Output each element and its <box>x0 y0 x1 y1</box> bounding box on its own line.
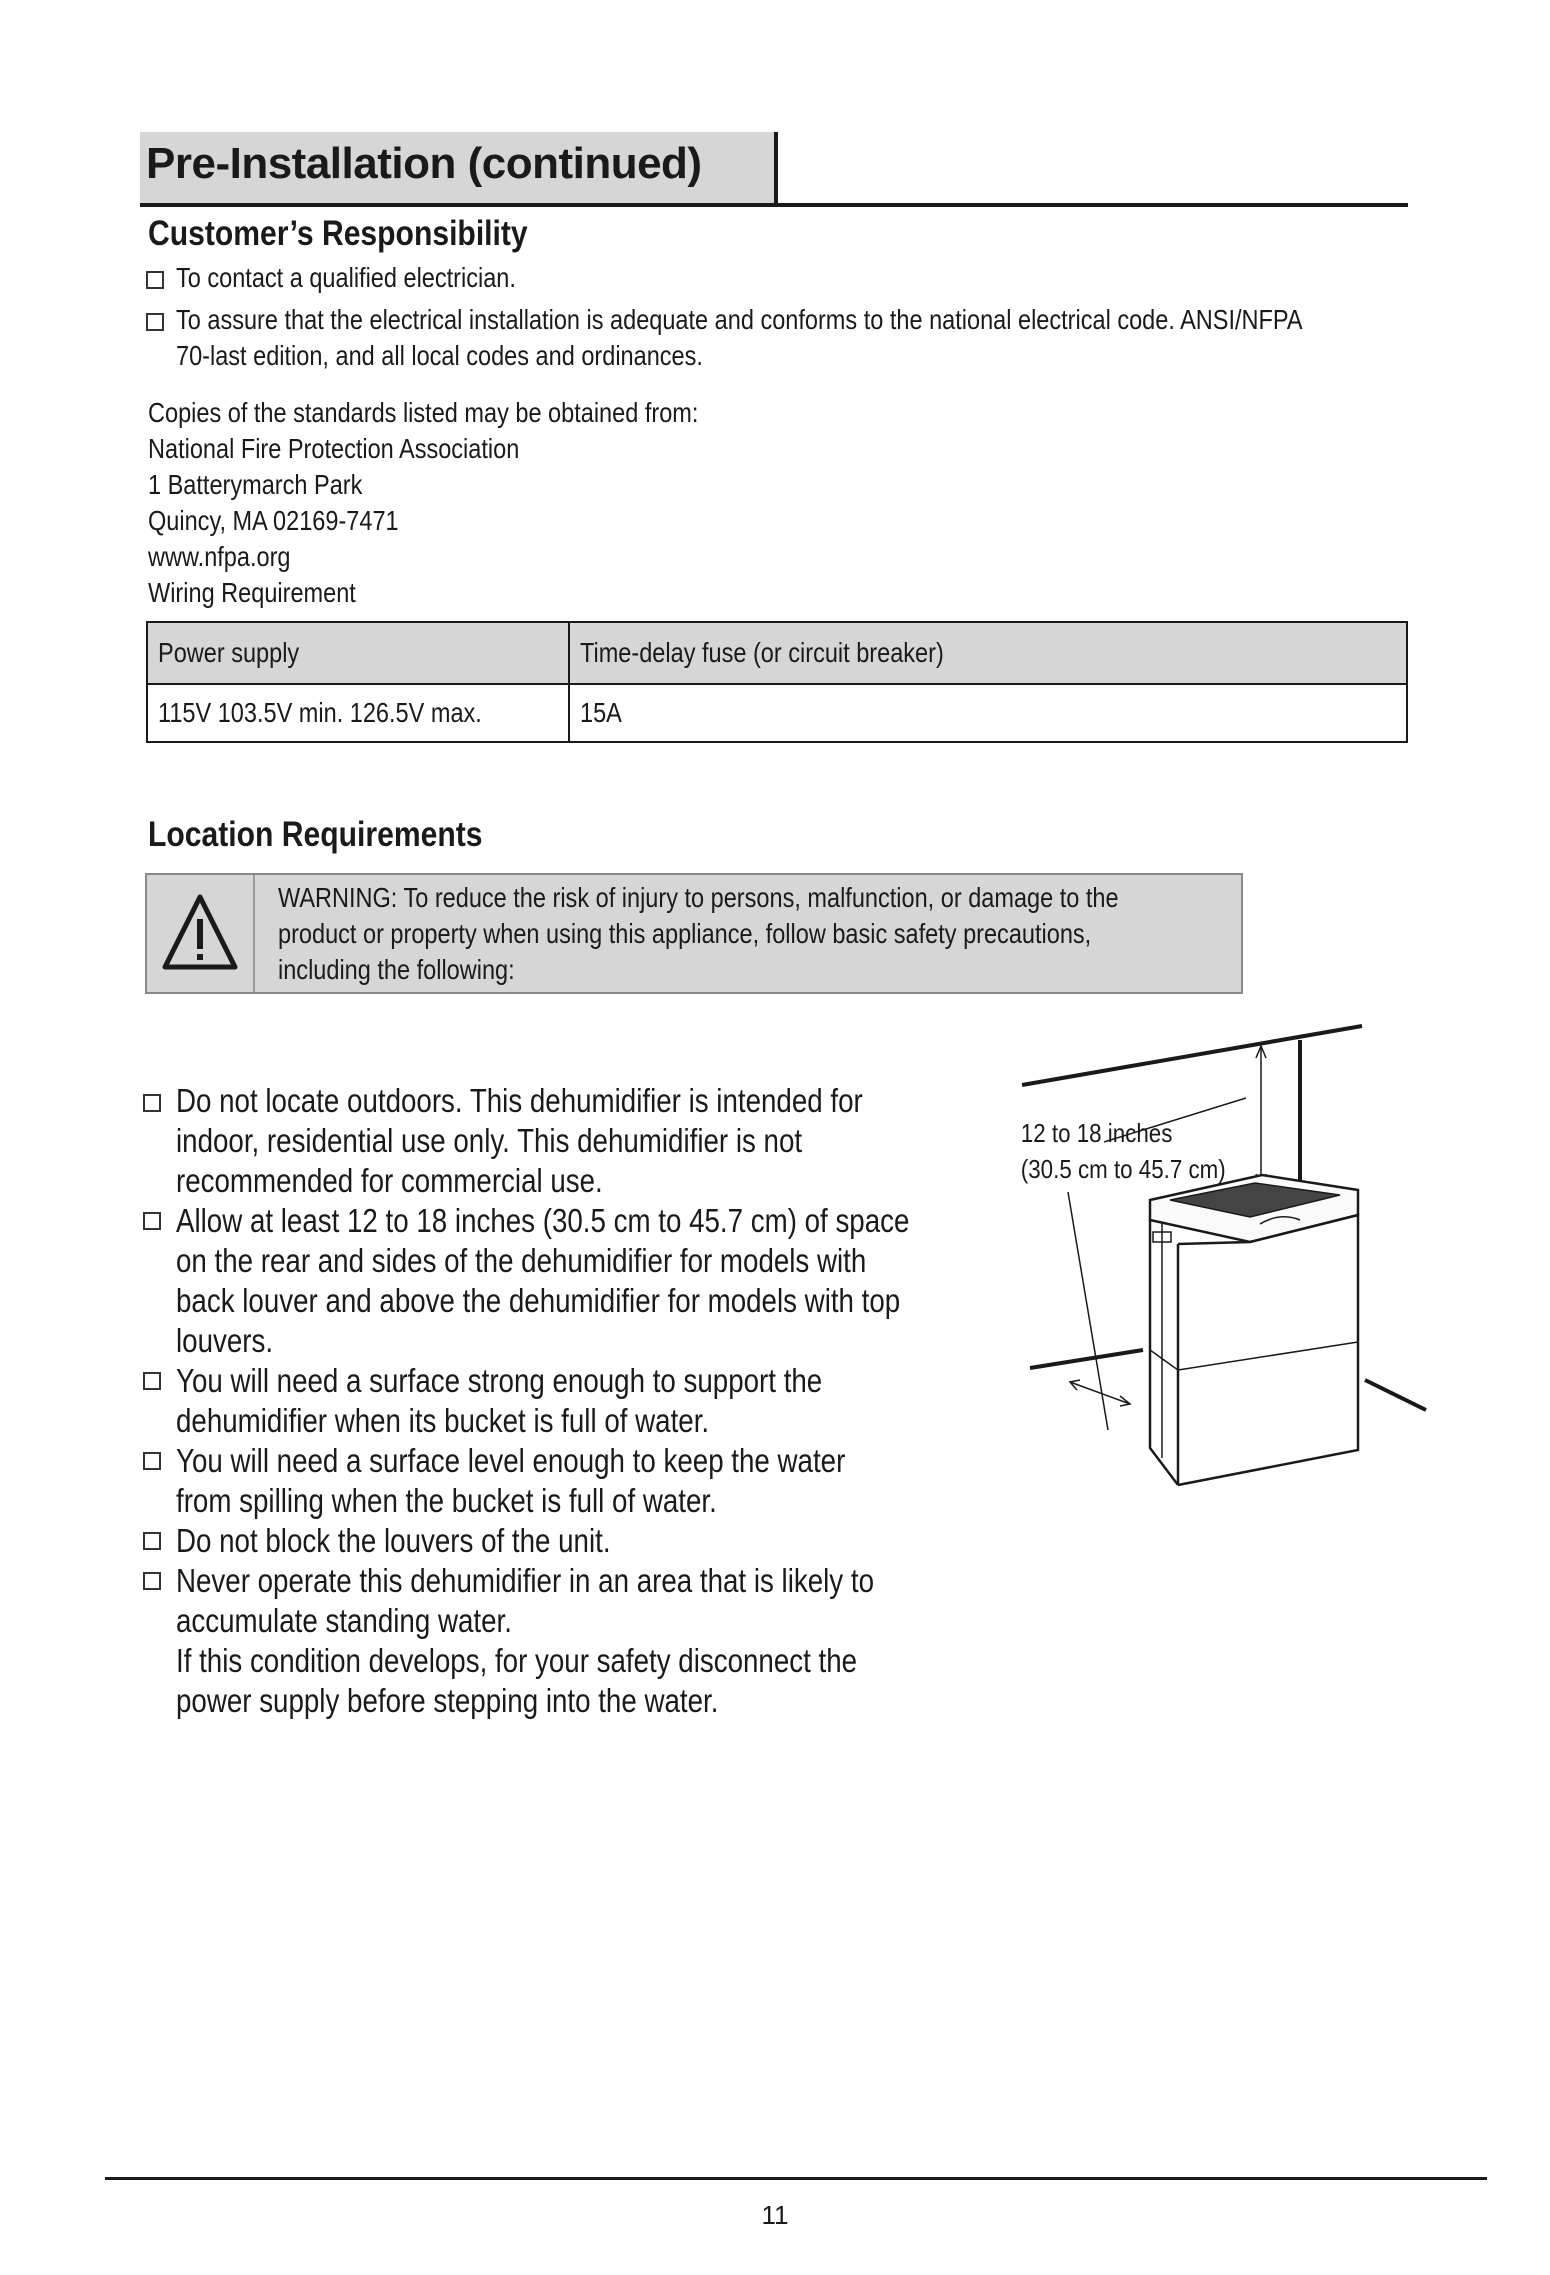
location-item-2-line-4: louvers. <box>176 1322 274 1359</box>
page-number: 11 <box>761 2200 789 2230</box>
floor-line-left <box>1030 1350 1143 1368</box>
wiring-table-header-power: Power supply <box>158 637 300 668</box>
location-item-3-line-1: You will need a surface strong enough to support the <box>176 1362 823 1399</box>
location-item-2-line-2: on the rear and sides of the dehumidifier for models with <box>176 1242 867 1279</box>
clearance-label-line-1: 12 to 18 inches <box>1020 1119 1173 1149</box>
wiring-table-column-divider <box>568 623 570 741</box>
warning-line-1: WARNING: To reduce the risk of injury to persons, malfunction, or damage to the <box>278 882 1119 913</box>
warning-line-2: product or property when using this appliance, follow basic safety precautions, <box>278 918 1092 949</box>
responsibility-item-2-line-1: To assure that the electrical installation is adequate and conforms to the national electrical code. ANSI/NFPA <box>176 304 1303 335</box>
dehumidifier-illustration <box>1150 1175 1358 1485</box>
customer-responsibility-heading: Customer’s Responsibility <box>148 214 528 253</box>
checkbox-icon <box>143 1212 161 1230</box>
checkbox-icon <box>146 271 164 289</box>
location-item-1-line-1: Do not locate outdoors. This dehumidifier is intended for <box>176 1082 863 1119</box>
wiring-table <box>146 621 1408 743</box>
warning-box <box>145 873 1243 994</box>
standards-line-3: 1 Batterymarch Park <box>148 469 363 500</box>
warning-triangle-icon <box>147 875 253 992</box>
standards-line-2: National Fire Protection Association <box>148 433 520 464</box>
checkbox-icon <box>143 1094 161 1112</box>
location-item-4-line-1: You will need a surface level enough to keep the water <box>176 1442 846 1479</box>
responsibility-item-1-line-1: To contact a qualified electrician. <box>176 262 516 293</box>
location-item-5-line-1: Do not block the louvers of the unit. <box>176 1522 611 1559</box>
warning-icon-cell <box>147 875 255 992</box>
location-item-2-line-1: Allow at least 12 to 18 inches (30.5 cm to 45.7 cm) of space <box>176 1202 910 1239</box>
location-item-6-line-4: power supply before stepping into the water. <box>176 1682 719 1719</box>
location-item-4-line-2: from spilling when the bucket is full of water. <box>176 1482 717 1519</box>
location-item-6-line-2: accumulate standing water. <box>176 1602 512 1639</box>
floor-line-right <box>1365 1380 1426 1410</box>
checkbox-icon <box>143 1372 161 1390</box>
checkbox-icon <box>143 1452 161 1470</box>
clearance-label-line-2: (30.5 cm to 45.7 cm) <box>1020 1155 1226 1185</box>
standards-line-1: Copies of the standards listed may be obtained from: <box>148 397 699 428</box>
page-title: Pre-Installation (continued) <box>146 139 702 188</box>
wiring-table-header-fuse: Time-delay fuse (or circuit breaker) <box>580 637 944 668</box>
dehumidifier-clearance-diagram <box>1010 1010 1450 1510</box>
footer-rule <box>105 2177 1487 2180</box>
checkbox-icon <box>143 1532 161 1550</box>
location-item-3-line-2: dehumidifier when its bucket is full of water. <box>176 1402 710 1439</box>
location-item-6-line-1: Never operate this dehumidifier in an area that is likely to <box>176 1562 874 1599</box>
location-item-6-line-3: If this condition develops, for your safety disconnect the <box>176 1642 858 1679</box>
warning-line-3: including the following: <box>278 954 515 985</box>
responsibility-item-2-line-2: 70-last edition, and all local codes and ordinances. <box>176 340 703 371</box>
ceiling-line <box>1022 1026 1362 1085</box>
checkbox-icon <box>143 1572 161 1590</box>
wiring-table-cell-power: 115V 103.5V min. 126.5V max. <box>158 697 482 728</box>
wiring-requirement-label: Wiring Requirement <box>148 577 356 608</box>
checkbox-icon <box>146 313 164 331</box>
location-item-1-line-3: recommended for commercial use. <box>176 1162 603 1199</box>
standards-line-4: Quincy, MA 02169-7471 <box>148 505 399 536</box>
location-item-1-line-2: indoor, residential use only. This dehumidifier is not <box>176 1122 803 1159</box>
location-item-2-line-3: back louver and above the dehumidifier for models with top <box>176 1282 901 1319</box>
wiring-table-cell-fuse: 15A <box>580 697 622 728</box>
header-rule <box>140 203 1408 207</box>
location-requirements-heading: Location Requirements <box>148 815 483 854</box>
standards-line-5: www.nfpa.org <box>148 541 291 572</box>
